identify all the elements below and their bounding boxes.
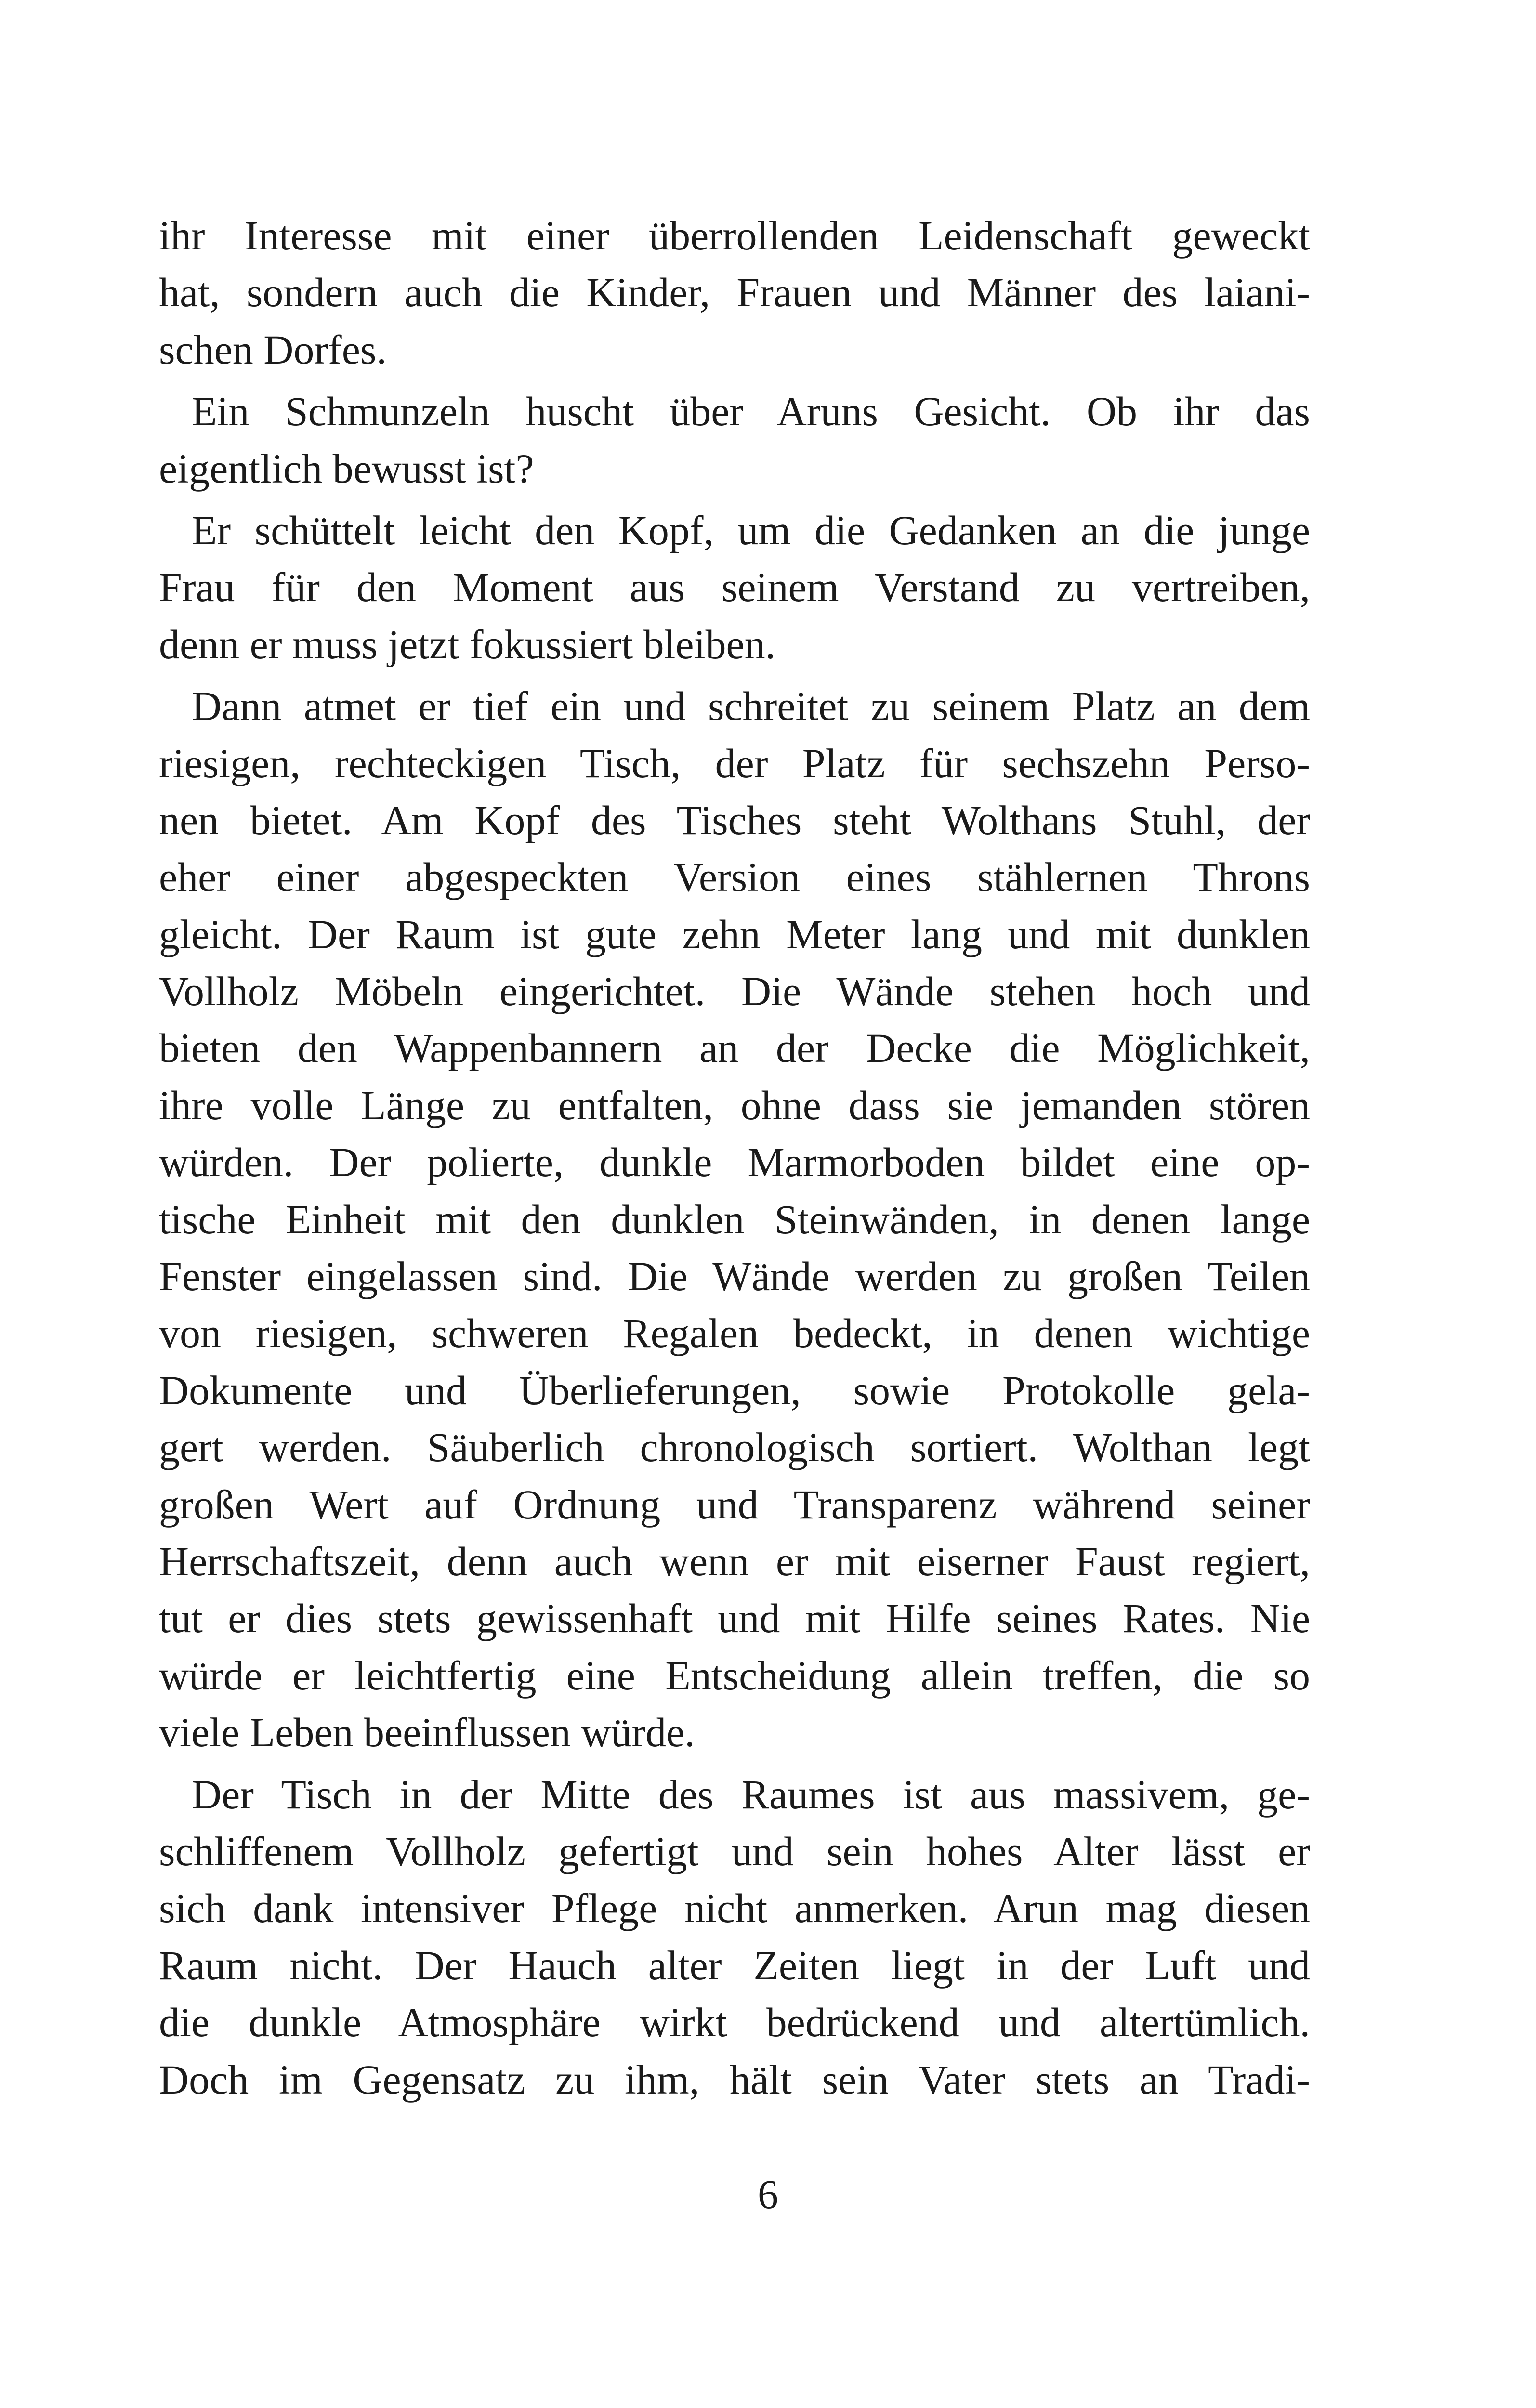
text-line: ihre volle Länge zu entfalten, ohne dass sie jemanden stören xyxy=(159,1082,1310,1128)
text-line: Der Tisch in der Mitte des Raumes ist aus massivem, ge- xyxy=(192,1771,1310,1818)
text-line: großen Wert auf Ordnung und Transparenz während seiner xyxy=(159,1481,1310,1528)
text-line: bieten den Wappenbannern an der Decke die Möglichkeit, xyxy=(159,1025,1310,1072)
text-line: tische Einheit mit den dunklen Steinwänden, in denen lange xyxy=(159,1196,1310,1243)
text-line: die dunkle Atmosphäre wirkt bedrückend und altertümlich. xyxy=(159,1999,1310,2046)
text-line: Doch im Gegensatz zu ihm, hält sein Vater stets an Tradi- xyxy=(159,2056,1310,2103)
text-line: von riesigen, schweren Regalen bedeckt, in denen wichtige xyxy=(159,1310,1310,1357)
text-line: viele Leben beeinflussen würde. xyxy=(159,1709,695,1756)
text-line: ihr Interesse mit einer überrollenden Leidenschaft geweckt xyxy=(159,212,1310,259)
text-line: schen Dorfes. xyxy=(159,326,387,373)
text-line: Dokumente und Überlieferungen, sowie Protokolle gela- xyxy=(159,1367,1310,1413)
text-line: Ein Schmunzeln huscht über Aruns Gesicht. Ob ihr das xyxy=(192,388,1310,435)
text-line: sich dank intensiver Pflege nicht anmerken. Arun mag diesen xyxy=(159,1885,1310,1932)
text-line: schliffenem Vollholz gefertigt und sein hohes Alter lässt er xyxy=(159,1828,1310,1874)
text-line: würden. Der polierte, dunkle Marmorboden bildet eine op- xyxy=(159,1139,1310,1186)
text-line: gert werden. Säuberlich chronologisch sortiert. Wolthan legt xyxy=(159,1424,1310,1471)
body-text xyxy=(159,207,1310,2108)
text-line: Fenster eingelassen sind. Die Wände werden zu großen Teilen xyxy=(159,1253,1310,1300)
page-number: 6 xyxy=(758,2171,778,2217)
text-line: würde er leichtfertig eine Entscheidung allein treffen, die so xyxy=(159,1652,1310,1699)
text-line: Vollholz Möbeln eingerichtet. Die Wände stehen hoch und xyxy=(159,968,1310,1015)
text-line: riesigen, rechteckigen Tisch, der Platz für sechszehn Perso- xyxy=(159,740,1310,786)
text-line: Herrschaftszeit, denn auch wenn er mit eiserner Faust regiert, xyxy=(159,1538,1310,1584)
text-line: tut er dies stets gewissenhaft und mit Hilfe seines Rates. Nie xyxy=(159,1595,1310,1642)
text-line: Dann atmet er tief ein und schreitet zu seinem Platz an dem xyxy=(192,683,1310,730)
text-line: hat, sondern auch die Kinder, Frauen und Männer des laiani- xyxy=(159,269,1310,316)
text-line: nen bietet. Am Kopf des Tisches steht Wolthans Stuhl, der xyxy=(159,797,1310,843)
text-line: gleicht. Der Raum ist gute zehn Meter lang und mit dunklen xyxy=(159,911,1310,957)
text-line: Raum nicht. Der Hauch alter Zeiten liegt in der Luft und xyxy=(159,1942,1310,1989)
text-line: eigentlich bewusst ist? xyxy=(159,445,534,492)
text-line: Er schüttelt leicht den Kopf, um die Gedanken an die junge xyxy=(192,507,1310,553)
text-line: eher einer abgespeckten Version eines stählernen Throns xyxy=(159,854,1310,901)
text-line: Frau für den Moment aus seinem Verstand zu vertreiben, xyxy=(159,564,1310,611)
text-line: denn er muss jetzt fokussiert bleiben. xyxy=(159,621,776,667)
